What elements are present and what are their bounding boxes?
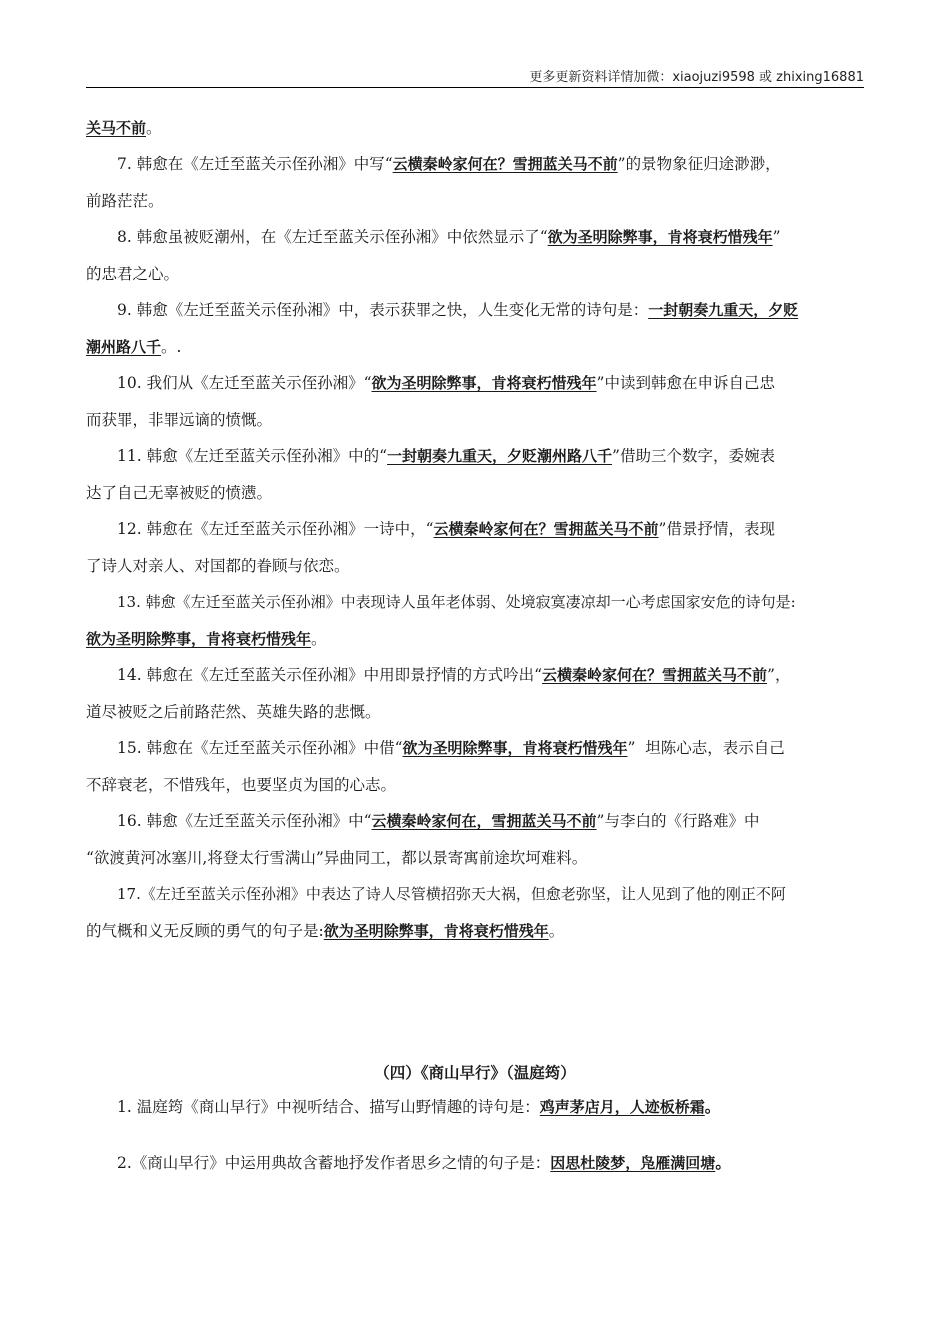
question-16-cont: “欲渡黄河冰塞川,将登太行雪满山”异曲同工，都以景寄寓前途坎坷难料。	[86, 849, 588, 867]
section-question-1: 1. 温庭筠《商山早行》中视听结合、描写山野情趣的诗句是：鸡声茅店月，人迹板桥霜。	[117, 1097, 721, 1116]
question-14: 14. 韩愈在《左迁至蓝关示侄孙湘》中用即景抒情的方式吟出“云横秦岭家何在？雪拥蓝关马不前”，	[117, 666, 791, 684]
question-11: 11. 韩愈《左迁至蓝关示侄孙湘》中的“一封朝奏九重天，夕贬潮州路八千”借助三个数字，委婉表	[117, 447, 775, 465]
answer: 云横秦岭家何在？雪拥蓝关马不前	[542, 666, 768, 684]
answer: 欲为圣明除弊事，肯将衰朽惜残年	[547, 228, 773, 246]
answer: 云横秦岭家何在？雪拥蓝关马不前	[433, 520, 659, 538]
answer: 因思杜陵梦，凫雁满回塘	[550, 1154, 716, 1172]
question-17: 17.《左迁至蓝关示侄孙湘》中表达了诗人尽管横招弥天大祸，但愈老弥坚，让人见到了他的刚正不阿	[117, 885, 786, 903]
question-10: 10. 我们从《左迁至蓝关示侄孙湘》“欲为圣明除弊事，肯将衰朽惜残年”中读到韩愈在申诉自己忠	[117, 374, 775, 392]
answer: 云横秦岭家何在，雪拥蓝关马不前	[371, 812, 597, 830]
question-7-cont: 前路茫茫。	[86, 192, 164, 210]
question-11-cont: 达了自己无辜被贬的愤懑。	[86, 484, 273, 502]
question-14-cont: 道尽被贬之后前路茫然、英雄失路的悲慨。	[86, 703, 381, 721]
page-header: 更多更新资料详情加微：xiaojuzi9598 或 zhixing16881	[529, 70, 864, 85]
answer: 潮州路八千	[86, 338, 162, 356]
question-13: 13. 韩愈《左迁至蓝关示侄孙湘》中表现诗人虽年老体弱、处境寂寞凄凉却一心考虑国家安危的诗句是:	[117, 593, 796, 611]
header-rule	[86, 87, 864, 88]
question-10-cont: 而获罪，非罪远谪的愤慨。	[86, 411, 273, 429]
question-9-cont: 潮州路八千。.	[86, 338, 182, 356]
answer: 一封朝奏九重天，夕贬	[648, 301, 799, 319]
question-9: 9. 韩愈《左迁至蓝关示侄孙湘》中，表示获罪之快，人生变化无常的诗句是：一封朝奏九重天，夕贬	[117, 301, 799, 319]
answer: 云横秦岭家何在？雪拥蓝关马不前	[392, 155, 618, 173]
question-16: 16. 韩愈《左迁至蓝关示侄孙湘》中“云横秦岭家何在，雪拥蓝关马不前”与李白的《行路难》中	[117, 812, 760, 830]
question-12-cont: 了诗人对亲人、对国都的眷顾与依恋。	[86, 557, 350, 575]
question-12: 12. 韩愈在《左迁至蓝关示侄孙湘》一诗中，“云横秦岭家何在？雪拥蓝关马不前”借景抒情，表现	[117, 520, 775, 538]
question-8: 8. 韩愈虽被贬潮州，在《左迁至蓝关示侄孙湘》中依然显示了“欲为圣明除弊事，肯将衰朽惜残年”	[117, 228, 781, 246]
answer: 一封朝奏九重天，夕贬潮州路八千	[387, 447, 613, 465]
question-8-cont: 的忠君之心。	[86, 265, 180, 283]
section-heading: （四）《商山早行》（温庭筠）	[374, 1064, 576, 1082]
answer: 欲为圣明除弊事，肯将衰朽惜残年	[323, 922, 549, 940]
answer: 欲为圣明除弊事，肯将衰朽惜残年	[371, 374, 597, 392]
answer: 欲为圣明除弊事，肯将衰朽惜残年	[402, 739, 628, 757]
section-question-2: 2.《商山早行》中运用典故含蓄地抒发作者思乡之情的句子是：因思杜陵梦，凫雁满回塘。	[117, 1153, 731, 1172]
question-15-cont: 不辞衰老，不惜残年，也要坚贞为国的心志。	[86, 776, 397, 794]
question-13-cont: 欲为圣明除弊事，肯将衰朽惜残年。	[86, 630, 327, 648]
answer: 鸡声茅店月，人迹板桥霜	[539, 1098, 705, 1116]
answer: 关马不前	[86, 119, 147, 137]
answer: 欲为圣明除弊事，肯将衰朽惜残年	[86, 630, 312, 648]
question-7: 7. 韩愈在《左迁至蓝关示侄孙湘》中写“云横秦岭家何在？雪拥蓝关马不前”的景物象征归途渺渺，	[117, 155, 781, 173]
continuation-line: 关马不前。	[86, 119, 162, 137]
question-15: 15. 韩愈在《左迁至蓝关示侄孙湘》中借“欲为圣明除弊事，肯将衰朽惜残年” 坦陈心志，表示自己	[117, 739, 785, 757]
question-17-cont: 的气概和义无反顾的勇气的句子是:欲为圣明除弊事，肯将衰朽惜残年。	[86, 922, 565, 940]
